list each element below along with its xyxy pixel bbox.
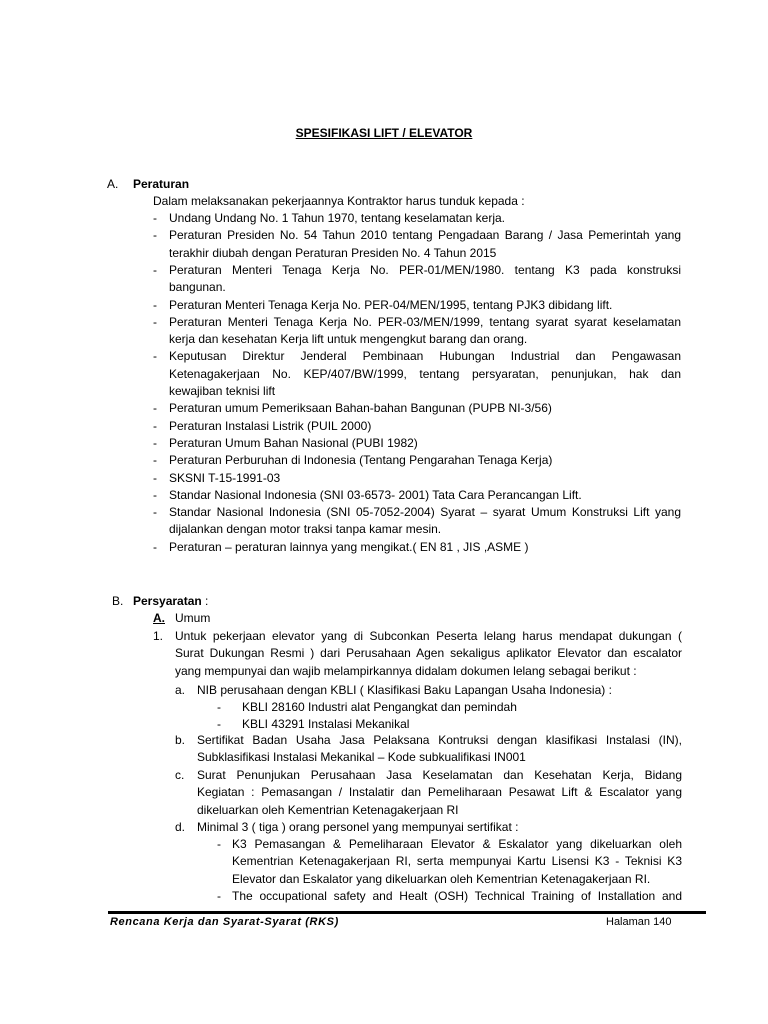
list-item-dash: - <box>153 228 157 243</box>
list-item-line: Peraturan Instalasi Listrik (PUIL 2000) <box>169 418 372 433</box>
list-item-line: Peraturan Umum Bahan Nasional (PUBI 1982) <box>169 435 418 450</box>
item-d-sub1-line: K3 Pemasangan & Pemeliharaan Elevator & Eskalator yang dikeluarkan oleh <box>232 837 682 851</box>
list-item-line: bangunan. <box>169 280 226 295</box>
list-item-dash: - <box>153 470 157 485</box>
item-1-line: Surat Dukungan Resmi ) dari Perusahaan Agen sekaligus aplikator Elevator dan escalator <box>175 646 682 661</box>
item-d-sub2-text: The occupational safety and Healt (OSH) Technical Training of Installation and <box>232 889 682 903</box>
section-a-letter: A. <box>107 177 119 191</box>
list-item-dash: - <box>153 262 157 277</box>
item-c-line: Kegiatan : Pemasangan / Instalatir dan Pemeliharaan Pesawat Lift & Escalator yang <box>197 785 682 800</box>
sublist-item: KBLI 43291 Instalasi Mekanikal <box>242 717 410 732</box>
section-a-intro: Dalam melaksanakan pekerjaannya Kontraktor harus tunduk kepada : <box>153 194 525 208</box>
list-item-line: terakhir diubah dengan Peraturan Presiden No. 4 Tahun 2015 <box>169 245 497 260</box>
list-item-line: kewajiban teknisi lift <box>169 384 276 398</box>
list-item-line: Peraturan umum Pemeriksaan Bahan-bahan Bangunan (PUPB NI-3/56) <box>169 401 552 416</box>
sub-a-heading: Umum <box>175 611 211 625</box>
list-item-line: Peraturan – peraturan lainnya yang mengikat.( EN 81 , JIS ,ASME ) <box>169 539 529 554</box>
item-1-number: 1. <box>153 629 164 643</box>
list-item-line: Keputusan Direktur Jenderal Pembinaan Hubungan Industrial dan Pengawasan <box>169 349 681 364</box>
sublist-dash: - <box>217 837 221 851</box>
list-item-line: Peraturan Menteri Tenaga Kerja No. PER-03/MEN/1999, tentang syarat syarat keselamatan <box>169 314 681 329</box>
list-item-line: SKSNI T-15-1991-03 <box>169 470 281 485</box>
item-d-text: Minimal 3 ( tiga ) orang personel yang mempunyai sertifikat : <box>197 820 519 834</box>
item-c-line: Surat Penunjukan Perusahaan Jasa Keselamatan dan Kesehatan Kerja, Bidang <box>197 768 682 782</box>
item-d-sub2-dash: - <box>217 889 221 903</box>
list-item-dash: - <box>153 539 157 554</box>
list-item-line: Standar Nasional Indonesia (SNI 03-6573- 2001) Tata Cara Perancangan Lift. <box>169 487 582 502</box>
list-item-line: Ketenagakerjaan No. KEP/407/BW/1999, tentang persyaratan, penunjukan, hak dan <box>169 366 681 381</box>
item-a-letter: a. <box>175 683 186 697</box>
list-item-dash: - <box>153 453 157 468</box>
list-item-line: Peraturan Presiden No. 54 Tahun 2010 tentang Pengadaan Barang / Jasa Pemerintah yang <box>169 228 681 243</box>
item-b-line: Subklasifikasi Instalasi Mekanikal – Kode subkualifikasi IN001 <box>197 750 526 765</box>
item-d-sub1-line: Kementrian Ketenagakerjaan RI, serta mempunyai Kartu Lisensi K3 - Teknisi K3 <box>232 854 682 869</box>
item-c-line: dikeluarkan oleh Kementrian Ketenagakerjaan RI <box>197 802 459 817</box>
section-b-letter: B. <box>112 594 124 608</box>
list-item-dash: - <box>153 435 157 450</box>
item-1-line: yang mempunyai dan wajib melampirkannya didalam dokumen lelang sebagai berikut : <box>175 663 637 678</box>
list-item-dash: - <box>153 297 157 312</box>
list-item-line: dijalankan dengan motor traksi tanpa kamar mesin. <box>169 522 442 537</box>
list-item-line: kerja dan kesehatan Kerja lift untuk mengengkut barang dan orang. <box>169 332 528 347</box>
footer-page-number: Halaman 140 <box>606 916 672 928</box>
page-title: SPESIFIKASI LIFT / ELEVATOR <box>295 126 473 140</box>
sublist-item: KBLI 28160 Industri alat Pengangkat dan pemindah <box>242 700 517 714</box>
item-d-sub1-line: Elevator dan Eskalator yang dikeluarkan oleh Kementrian Ketenagakerjaan RI. <box>232 871 651 886</box>
sublist-dash: - <box>217 700 221 714</box>
section-b-heading: Persyaratan : <box>133 594 209 608</box>
section-a-heading: Peraturan <box>133 177 190 191</box>
item-b-letter: b. <box>175 733 186 747</box>
item-d-letter: d. <box>175 820 186 834</box>
list-item-dash: - <box>153 505 157 520</box>
footer-title: Rencana Kerja dan Syarat-Syarat (RKS) <box>110 916 339 928</box>
sub-a-letter: A. <box>153 611 165 625</box>
list-item-line: Peraturan Perburuhan di Indonesia (Tentang Pengarahan Tenaga Kerja) <box>169 453 553 468</box>
list-item-dash: - <box>153 418 157 433</box>
list-item-line: Peraturan Menteri Tenaga Kerja No. PER-04/MEN/1995, tentang PJK3 dibidang lift. <box>169 297 613 312</box>
list-item-line: Peraturan Menteri Tenaga Kerja No. PER-01/MEN/1980. tentang K3 pada konstruksi <box>169 262 681 277</box>
item-1-line: Untuk pekerjaan elevator yang di Subconkan Peserta lelang harus mendapat dukungan ( <box>175 629 682 643</box>
list-item-dash: - <box>153 211 157 225</box>
list-item-dash: - <box>153 349 157 364</box>
list-item-dash: - <box>153 401 157 416</box>
list-item-dash: - <box>153 487 157 502</box>
footer-rule <box>108 911 706 914</box>
item-b-line: Sertifikat Badan Usaha Jasa Pelaksana Kontruksi dengan klasifikasi Instalasi (IN), <box>197 733 682 747</box>
item-c-letter: c. <box>175 768 185 782</box>
list-item-line: Standar Nasional Indonesia (SNI 05-7052-2004) Syarat – syarat Umum Konstruksi Lift yang <box>169 505 681 520</box>
item-a-text: NIB perusahaan dengan KBLI ( Klasifikasi Baku Lapangan Usaha Indonesia) : <box>197 683 612 697</box>
list-item-dash: - <box>153 314 157 329</box>
list-item-line: Undang Undang No. 1 Tahun 1970, tentang keselamatan kerja. <box>169 211 506 225</box>
sublist-dash: - <box>217 717 221 732</box>
